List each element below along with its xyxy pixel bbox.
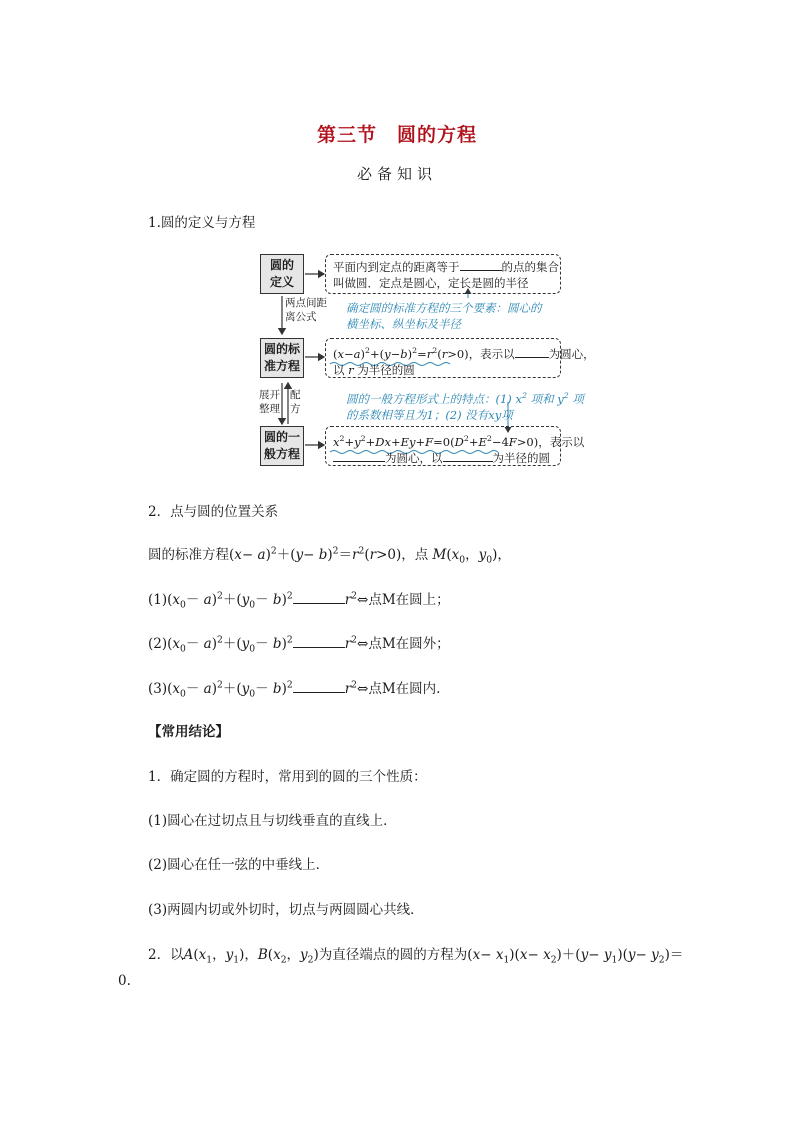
position-item-on: $(1)(x_0- a)^2+(y_0- b)^2$ $r^2\Leftrightarrow$点M在圆上； [148,590,450,611]
definition-text-1b: 的点的集合 [501,260,559,274]
conclusion-sub-2: (2)圆心在任一弦的中垂线上． [148,857,330,873]
note2-line1b: 项和 [530,391,554,406]
general-text-1b: ，表示以 [538,434,585,449]
section1-heading: 1.圆的定义与方程 [148,215,256,231]
section2-heading: 2．点与圆的位置关系 [148,504,279,520]
position-item-inside-tail: ⇔点M在圆内. [357,681,441,697]
box-circle-definition [260,254,304,294]
section2-intro-a: 圆的标准方程 [148,547,229,563]
box-general-equation-label: 圆的一般方程 [263,430,300,461]
position-item-on-tail: ⇔点M在圆上； [357,592,450,608]
general-text-2a: 为圆心，以 [385,450,443,465]
position-item-outside-num: (2) [148,636,168,652]
note1-line1: 确定圆的标准方程的三个要素：圆心的 [346,301,542,315]
standard-text-2: 为半径的圆 [357,362,415,377]
box-standard-equation [260,338,304,378]
general-equation-box [325,426,585,466]
position-item-outside-tail: ⇔点M在圆外； [357,636,450,652]
definition-text-1a: 平面内到定点的距离等于 [333,260,460,274]
section2-intro-b: ，点 [401,547,429,563]
standard-formula: $(x-a)^2+(y-b)^2=r^2(r>0)$ [333,346,469,361]
note1-line2: 横坐标、纵坐标及半径 [346,317,461,331]
position-item-outside: $(2)(x_0- a)^2+(y_0- b)^2$ $r^2\Leftrightarrow$点M在圆外； [148,634,450,655]
position-inside-blank [293,692,345,693]
standard-text-1b: ，表示以 [468,346,515,361]
standard-center-blank [515,357,549,358]
position-on-blank [293,603,345,604]
general-radius-blank [443,461,493,462]
note-general-features: 圆的一般方程形式上的特点：(1) $x^2$ 项和 $y^2$ 项 的系数相等且为1；(2) 没有xy项 [346,391,584,422]
standard-equation-box: $(x-a)^2+(y-b)^2=r^2(r>0)$，表示以 为圆心， 以 r 为半径的圆 [325,338,561,378]
general-text-2b: 为半径的圆 [492,450,550,465]
definition-blank [460,270,502,271]
position-item-inside-num: (3) [148,681,168,697]
note2-line2: 的系数相等且为1；(2) 没有xy项 [346,407,513,422]
box-circle-definition-label: 圆的定义 [269,258,294,289]
general-center-blank [333,461,385,462]
conclusion-sub-1: (1)圆心在过切点且与切线垂直的直线上． [148,813,397,829]
box-standard-equation-label: 圆的标准方程 [263,342,300,373]
section2-intro: 圆的标准方程$(x- a)^2+(y- b)^2=r^2(r>0)$，点 $M(x_0$，$y_0$)， [148,545,511,566]
arrow1-label: 两点间距离公式 [285,297,327,323]
conclusion-item-2: 2．以$A(x_1$，$y_1$)，$B(x_2$，$y_2$)为直径端点的圆的方程为$(x- x_1)(x- x_2)+(y- y_1)(y- y_2)=$ [148,947,684,966]
conclusions-heading: 【常用结论】 [148,724,229,740]
note2-line1a: 圆的一般方程形式上的特点：(1) [346,391,516,406]
conclusion-sub-3: (3)两圆内切或外切时，切点与两圆圆心共线． [148,902,424,918]
position-outside-blank [293,647,345,648]
conclusion-item-1: 1．确定圆的方程时，常用到的圆的三个性质： [148,769,427,785]
box-general-equation [260,426,304,466]
arrow2-right-label: 配方 [290,389,301,415]
conclusion-item-2a: 2．以 [148,947,184,963]
position-item-on-num: (1) [148,592,168,608]
page-title: 第三节 圆的方程 [316,124,477,146]
definition-text-box [325,254,561,294]
section-subtitle: 必备知识 [356,165,437,183]
conclusion-item-2-end: 0. [118,973,131,989]
circle-equation-diagram [258,252,595,470]
position-item-inside: $(3)(x_0- a)^2+(y_0- b)^2$ $r^2\Leftrightarrow$点M在圆内. [148,679,441,700]
note-standard-elements [346,300,542,332]
definition-text-2: 叫做圆．定点是圆心，定长是圆的半径 [333,276,529,290]
arrow2-left-label: 展开整理 [259,389,280,415]
conclusion-item-2b: 为直径端点的圆的方程为 [318,947,468,963]
general-formula: $x^2+y^2+Dx+Ey+F=0(D^2+E^2-4F>0)$ [333,434,539,449]
standard-text-1c: 为圆心， [548,346,595,361]
note2-line1c: 项 [572,391,584,406]
